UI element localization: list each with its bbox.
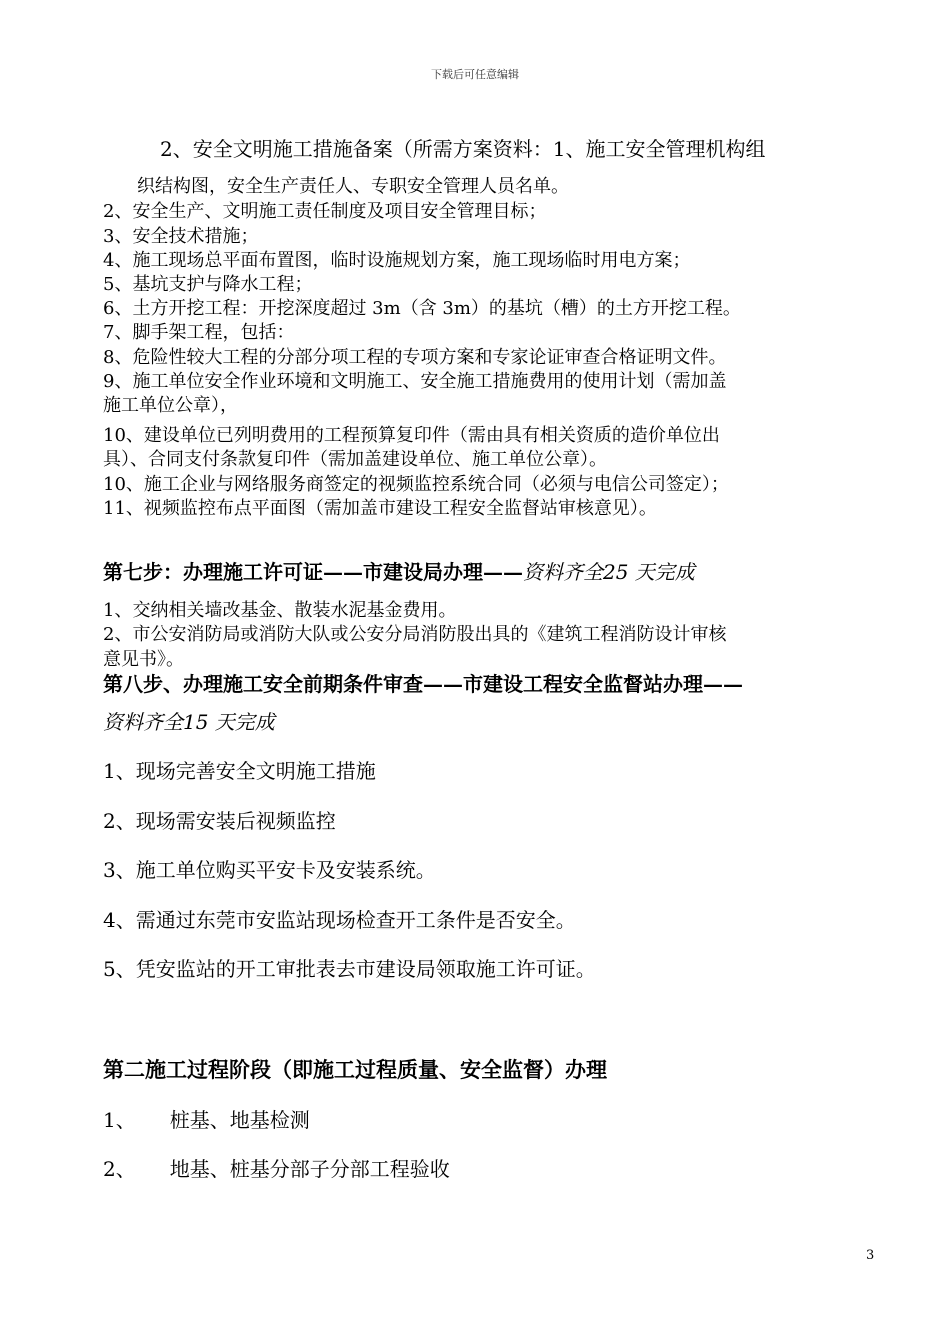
step8-note: 资料齐全15 天完成: [103, 710, 275, 734]
list-item: 11、视频监控布点平面图（需加盖市建设工程安全监督站审核意见）。: [103, 498, 657, 519]
list-item: 5、基坑支护与降水工程；: [103, 274, 313, 295]
item-number: 2、: [103, 1157, 136, 1181]
paragraph-line: 织结构图，安全生产责任人、专职安全管理人员名单。: [137, 176, 569, 197]
list-item: 2、市公安消防局或消防大队或公安分局消防股出具的《建筑工程消防设计审核: [103, 624, 727, 645]
item-text: 桩基、地基检测: [169, 1108, 310, 1132]
header-note: 下载后可任意编辑: [431, 68, 519, 81]
list-item: 3、施工单位购买平安卡及安装系统。: [103, 858, 436, 882]
page-number: 3: [866, 1248, 875, 1263]
list-item: 4、需通过东莞市安监站现场检查开工条件是否安全。: [103, 908, 576, 932]
list-item: 9、施工单位安全作业环境和文明施工、安全施工措施费用的使用计划（需加盖: [103, 371, 727, 392]
paragraph-line: 2、安全文明施工措施备案（所需方案资料：1、施工安全管理机构组: [160, 137, 766, 161]
list-item: 1、交纳相关墙改基金、散装水泥基金费用。: [103, 600, 457, 621]
item-number: 1、: [103, 1108, 136, 1132]
list-item: 具）、合同支付条款复印件（需加盖建设单位、施工单位公章）。: [103, 449, 607, 470]
list-item: 6、土方开挖工程：开挖深度超过 3m（含 3m）的基坑（槽）的土方开挖工程。: [103, 298, 741, 319]
step7-heading: [103, 558, 695, 586]
step7-note: 资料齐全25 天完成: [523, 560, 695, 584]
list-item: 8、危险性较大工程的分部分项工程的专项方案和专家论证审查合格证明文件。: [103, 347, 727, 368]
list-item: 施工单位公章），: [103, 395, 238, 416]
step7-title: 第七步：办理施工许可证——市建设局办理——: [103, 560, 523, 584]
list-item: 5、凭安监站的开工审批表去市建设局领取施工许可证。: [103, 957, 596, 981]
phase2-item-2: [103, 1155, 450, 1183]
list-item: 4、施工现场总平面布置图，临时设施规划方案，施工现场临时用电方案；: [103, 250, 691, 271]
list-item: 3、安全技术措施；: [103, 226, 259, 247]
phase2-item-1: [103, 1106, 310, 1134]
list-item: 7、脚手架工程，包括：: [103, 322, 295, 343]
list-item: 10、施工企业与网络服务商签定的视频监控系统合同（必须与电信公司签定）；: [103, 474, 729, 495]
list-item: 10、建设单位已列明费用的工程预算复印件（需由具有相关资质的造价单位出: [103, 425, 720, 446]
phase2-title: 第二施工过程阶段（即施工过程质量、安全监督）办理: [103, 1057, 607, 1082]
list-item: 2、现场需安装后视频监控: [103, 809, 336, 833]
item-text: 地基、桩基分部子分部工程验收: [169, 1157, 450, 1181]
list-item: 1、现场完善安全文明施工措施: [103, 759, 376, 783]
list-item: 2、安全生产、文明施工责任制度及项目安全管理目标；: [103, 201, 547, 222]
list-item: 意见书》。: [103, 649, 184, 670]
step8-title: 第八步、办理施工安全前期条件审查——市建设工程安全监督站办理——: [103, 672, 743, 696]
